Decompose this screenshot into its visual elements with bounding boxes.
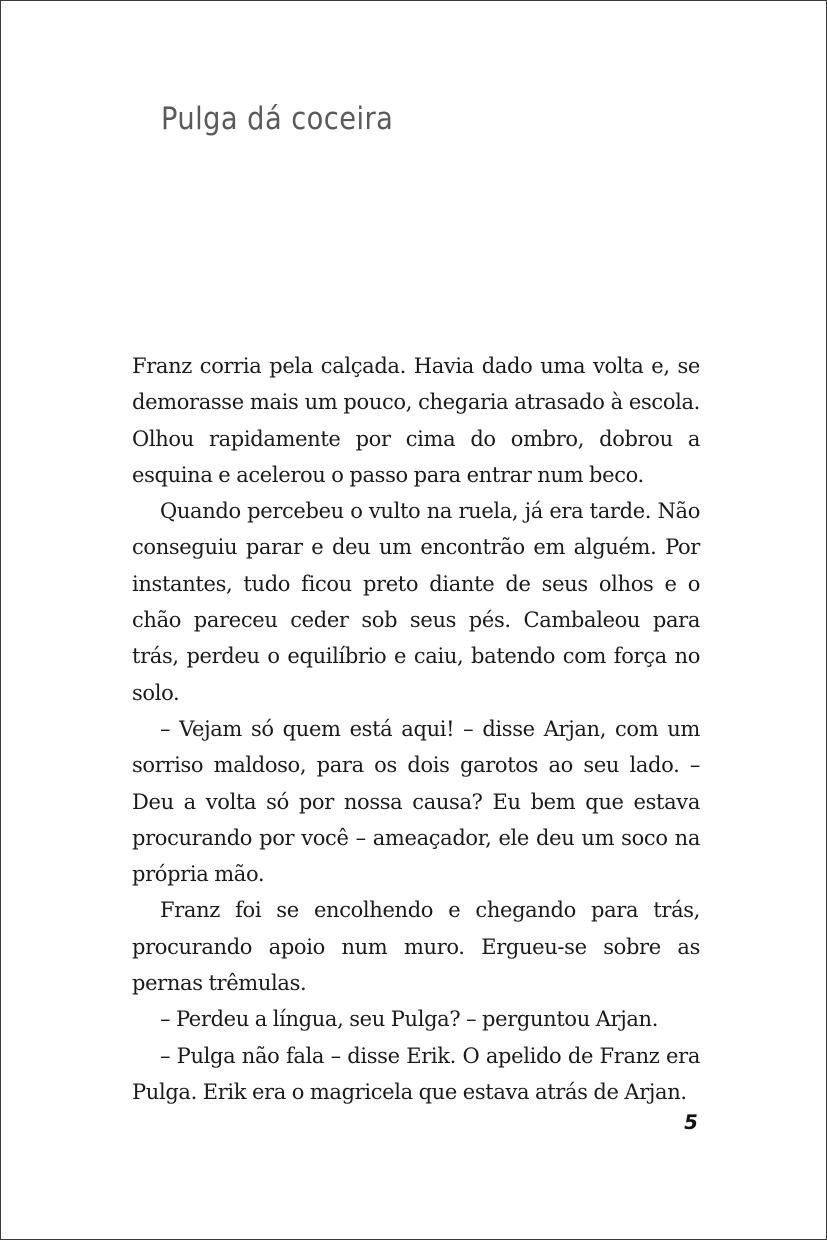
paragraph-1: Franz corria pela calçada. Havia dado uma volta e, se demorasse mais um pouco, chegaria atrasado à escola. Olhou rapidamente por cima do ombro, dobrou a esquina e acelerou o passo para entrar num beco. bbox=[132, 354, 700, 487]
paragraph-2: Quando percebeu o vulto na ruela, já era tarde. Não conseguiu parar e deu um encontrão em alguém. Por instantes, tudo ficou preto diante de seus olhos e o chão pareceu ceder sob seus pés. Cambaleou para trás, perdeu o equilíbrio e caiu, batendo com força no solo. bbox=[132, 499, 700, 705]
paragraph-3: – Vejam só quem está aqui! – disse Arjan, com um sorriso maldoso, para os dois garotos ao seu lado. – Deu a volta só por nossa causa? Eu bem que estava procurando por você – ameaçador, ele deu um soco na própria mão. bbox=[132, 716, 700, 887]
chapter-title: Pulga dá coceira bbox=[161, 101, 394, 137]
page-number: 5 bbox=[681, 1110, 701, 1134]
paragraph-6: – Pulga não fala – disse Erik. O apelido de Franz era Pulga. Erik era o magricela que estava atrás de Arjan. bbox=[132, 1043, 700, 1104]
chapter-body bbox=[132, 348, 700, 1110]
paragraph-4: Franz foi se encolhendo e chegando para trás, procurando apoio num muro. Ergueu-se sobre as pernas trêmulas. bbox=[132, 898, 700, 996]
paragraph-5: – Perdeu a língua, seu Pulga? – perguntou Arjan. bbox=[160, 1007, 659, 1032]
